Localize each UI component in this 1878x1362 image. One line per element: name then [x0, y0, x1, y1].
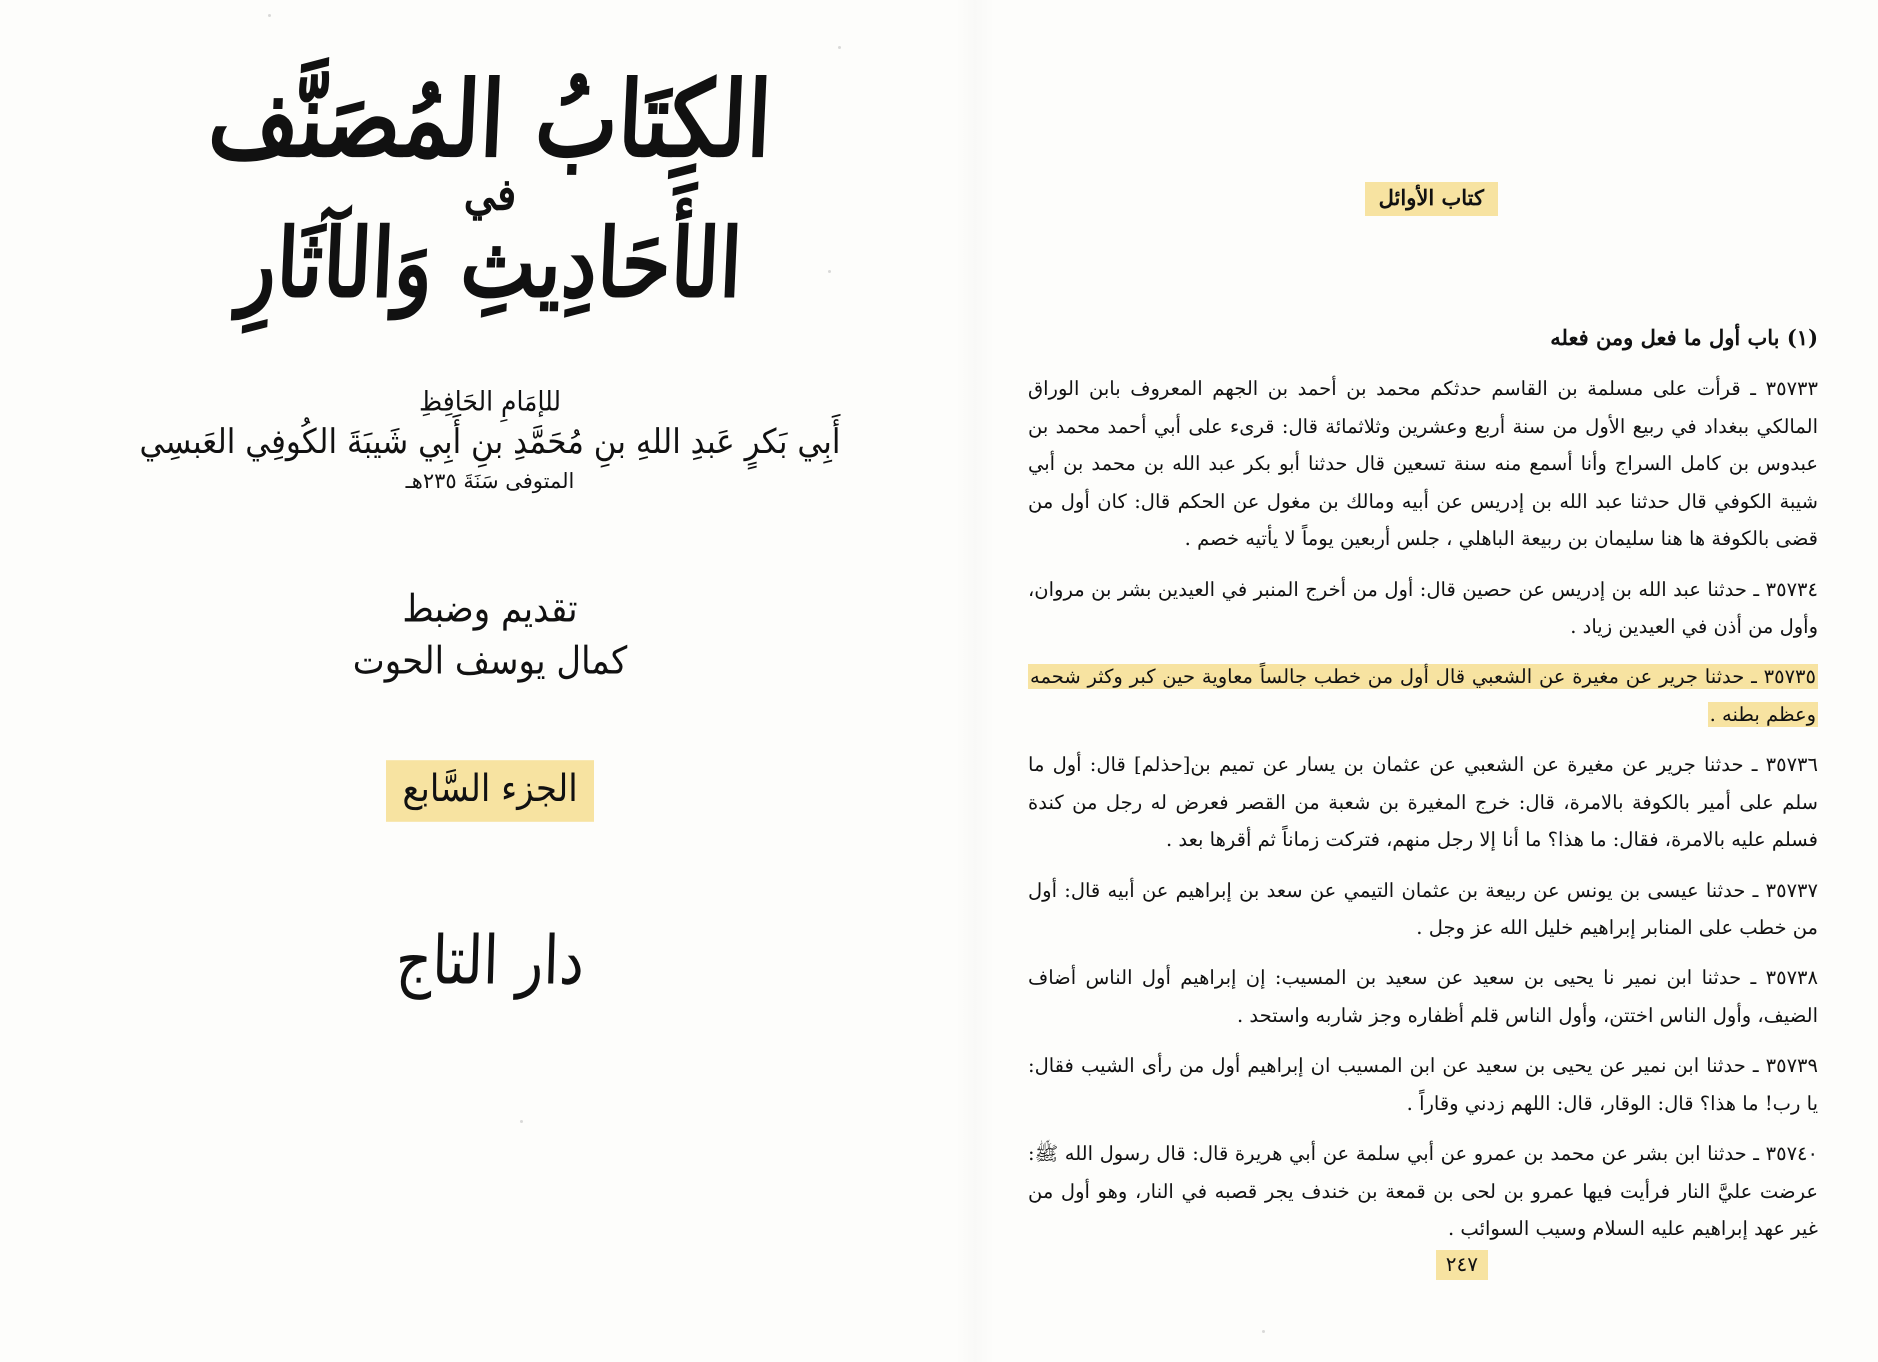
publisher-name: دار التاج [394, 922, 586, 1001]
hadith-paragraph: ٣٥٧٣٣ ـ قرأت على مسلمة بن القاسم حدثكم محمد بن أحمد بن الجهم المعروف بابن الوراق المالكي ببغداد في ربيع الأول من سنة أربع وعشرين وثلاثمائة قال: قرىء على أبي أحمد محمد بن عبدوس بن كامل السراج وأنا أسمع منه سنة تسعين قال حدثنا أبو بكر عبد الله بن محمد بن أبي شيبة الكوفي قال حدثنا عبد الله بن إدريس عن أبيه ومالك بن مغول عن الحكم قال: كان أول من قضى بالكوفة ها هنا سليمان بن ربيعة الباهلي ، جلس أربعين يوماً لا يأتيه خصم . [1028, 377, 1818, 551]
hadith-paragraph: ٣٥٧٤٠ ـ حدثنا ابن بشر عن محمد بن عمرو عن أبي سلمة عن أبي هريرة قال: قال رسول الله ﷺ: عرضت عليَّ النار فرأيت فيها عمرو بن لحى بن قمعة بن خندف يجر قصبه في النار، وهو أول من غير عهد إبراهيم عليه السلام وسيب السوائب . [1028, 1142, 1818, 1241]
author-honorific: للإمَامِ الحَافِظِ [419, 385, 561, 417]
hadith-paragraph: ٣٥٧٣٩ ـ حدثنا ابن نمير عن يحيى بن سعيد عن ابن المسيب ان إبراهيم أول من رأى الشيب فقال: يا رب! ما هذا؟ قال: الوقار، قال: اللهم زدني وقاراً . [1028, 1054, 1818, 1115]
book-title-block [0, 57, 980, 319]
hadith-paragraph: ٣٥٧٣٧ ـ حدثنا عيسى بن يونس عن ربيعة بن عثمان التيمي عن سعد بن إبراهيم عن أبيه قال: أول من خطب على المنابر إبراهيم خليل الله عز وجل . [1028, 878, 1818, 939]
author-block [0, 387, 980, 493]
running-head: كتاب الأوائل [1365, 182, 1498, 216]
author-name: أَبِي بَكرٍ عَبدِ اللهِ بنِ مُحَمَّدِ بنِ أَبِي شَيبَةَ الكُوفِي العَبسِي [139, 421, 841, 462]
book-title-connector: في [463, 168, 517, 220]
author-death-year: المتوفى سَنَةَ ٢٣٥هـ [405, 468, 575, 493]
book-title-line-1: الكِتَابُ المُصَنَّف [205, 57, 775, 181]
hadith-paragraph: ٣٥٧٣٤ ـ حدثنا عبد الله بن إدريس عن حصين قال: أول من أخرج المنبر في العيدين بشر بن مروان، وأول من أذن في العيدين زياد . [1028, 577, 1818, 638]
chapter-title: (١) باب أول ما فعل ومن فعله [1550, 325, 1818, 350]
hadith-paragraph: ٣٥٧٣٨ ـ حدثنا ابن نمير نا يحيى بن سعيد عن سعيد بن المسيب: إن إبراهيم أول الناس أضاف الضيف، وأول الناس اختتن، وأول الناس قلم أظفاره وجز شاربه واستحد . [1028, 966, 1818, 1027]
page-number: ٢٤٧ [1436, 1250, 1488, 1280]
volume-label: الجزء السَّابع [386, 760, 593, 822]
editor-block [0, 586, 980, 683]
editor-role: تقديم وضبط [402, 586, 578, 631]
text-page [980, 0, 1878, 1362]
hadith-paragraph-highlighted [1028, 658, 1818, 733]
hadith-paragraph: ٣٥٧٣٦ ـ حدثنا جرير عن مغيرة عن الشعبي عن عثمان بن يسار عن تميم بن[حذلم] قال: أول ما سلم على أمير بالكوفة بالامرة، قال: خرج المغيرة بن شعبة من القصر فعرض له رجل من كندة فسلم عليه بالامرة، فقال: ما هذا؟ ما أنا إلا رجل منهم، فتركت زماناً ثم أقرها بعد . [1028, 753, 1818, 852]
volume-wrap [0, 763, 980, 819]
highlight-span: ٣٥٧٣٥ ـ حدثنا جرير عن مغيرة عن الشعبي قال أول من خطب جالساً معاوية حين كبر وكثر شحمه وعظم بطنه . [1030, 665, 1816, 726]
book-title-line-2: الأَحَادِيثِ وَالآثَارِ [235, 207, 745, 319]
body-column [1028, 318, 1818, 1248]
editor-name: كمال يوسف الحوت [352, 638, 628, 683]
